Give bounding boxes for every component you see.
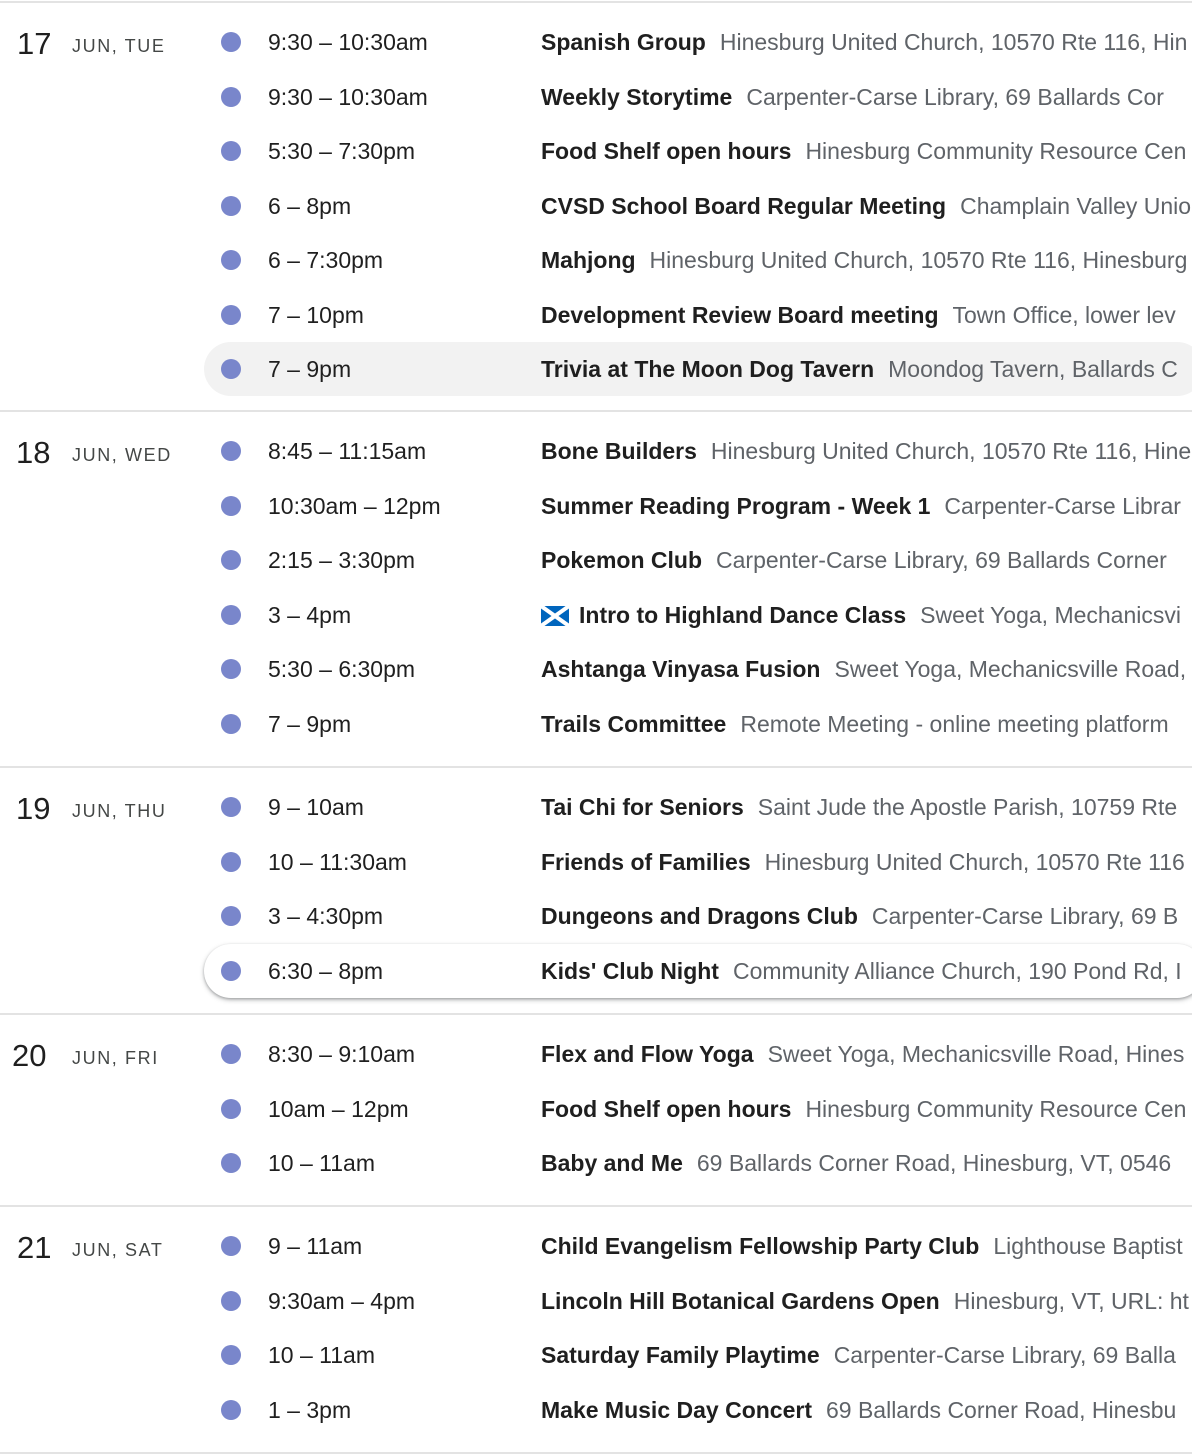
event-info: [541, 479, 1181, 533]
event-info: [541, 70, 1164, 124]
event-title[interactable]: Saturday Family Playtime: [541, 1342, 820, 1368]
event-title[interactable]: Child Evangelism Fellowship Party Club: [541, 1233, 980, 1259]
event-title[interactable]: Kids' Club Night: [541, 957, 719, 984]
event-color-dot: [221, 852, 241, 872]
event-color-dot: [221, 87, 241, 107]
day-label: JUN, SAT: [72, 1240, 164, 1260]
event-row[interactable]: [204, 1219, 1192, 1273]
event-location: Saint Jude the Apostle Parish, 10759 Rte: [757, 794, 1178, 820]
event-time: 6 – 7:30pm: [268, 247, 384, 273]
event-location: Sweet Yoga, Mechanicsvi: [920, 601, 1181, 628]
event-info: [541, 944, 1182, 998]
event-title[interactable]: Friends of Families: [541, 848, 751, 875]
event-location: Hinesburg United Church, 10570 Rte 116: [764, 848, 1185, 875]
event-info: [541, 124, 1186, 178]
event-info: [541, 1027, 1184, 1081]
event-color-dot: [221, 659, 241, 679]
event-color-dot: [221, 32, 241, 52]
event-color-dot: [221, 359, 241, 379]
event-color-dot: [221, 906, 241, 926]
event-color-dot: [221, 441, 241, 461]
event-info: [541, 1082, 1186, 1136]
event-time: 6:30 – 8pm: [268, 957, 384, 984]
event-title[interactable]: Food Shelf open hours: [541, 138, 792, 164]
event-time: 10am – 12pm: [268, 1095, 409, 1122]
event-location: Lighthouse Baptist: [993, 1233, 1183, 1259]
event-time: 8:45 – 11:15am: [268, 438, 427, 464]
event-location: Remote Meeting - online meeting platform: [740, 710, 1169, 737]
event-title[interactable]: Pokemon Club: [541, 547, 703, 573]
event-location: Town Office, lower lev: [952, 301, 1176, 328]
event-time: 3 – 4:30pm: [268, 903, 384, 929]
event-row[interactable]: [204, 1027, 1192, 1081]
event-location: Hinesburg Community Resource Cen: [805, 1095, 1187, 1122]
event-row[interactable]: [204, 479, 1192, 533]
day-label: JUN, THU: [72, 801, 167, 821]
event-title[interactable]: Spanish Group: [541, 29, 706, 55]
event-info: [541, 533, 1167, 587]
event-title[interactable]: Weekly Storytime: [541, 83, 733, 110]
event-info: [541, 342, 1178, 396]
event-color-dot: [221, 1345, 241, 1365]
event-color-dot: [221, 605, 241, 625]
event-title[interactable]: Tai Chi for Seniors: [541, 794, 744, 820]
event-info: [541, 424, 1191, 478]
event-color-dot: [221, 714, 241, 734]
event-color-dot: [221, 1400, 241, 1420]
event-time: 9:30am – 4pm: [268, 1287, 416, 1314]
event-color-dot: [221, 550, 241, 570]
event-color-dot: [221, 196, 241, 216]
event-location: Champlain Valley Unio: [960, 192, 1192, 219]
day-number[interactable]: 21: [17, 1230, 52, 1265]
event-time: 10 – 11am: [268, 1342, 375, 1368]
event-info: [541, 233, 1187, 287]
day-number[interactable]: 17: [17, 26, 52, 61]
event-time: 7 – 9pm: [268, 710, 352, 737]
event-location: Hinesburg, VT, URL: ht: [953, 1287, 1189, 1314]
event-title[interactable]: Summer Reading Program - Week 1: [541, 492, 931, 519]
event-color-dot: [221, 1236, 241, 1256]
event-row[interactable]: [204, 642, 1192, 696]
event-location: Hinesburg United Church, 10570 Rte 116, Hin: [719, 29, 1188, 55]
event-title[interactable]: Make Music Day Concert: [541, 1396, 812, 1423]
event-title[interactable]: Food Shelf open hours: [541, 1095, 792, 1122]
event-row[interactable]: [204, 288, 1192, 342]
event-info: [541, 1219, 1183, 1273]
event-time: 5:30 – 7:30pm: [268, 138, 416, 164]
event-color-dot: [221, 305, 241, 325]
event-time: 9:30 – 10:30am: [268, 29, 428, 55]
event-location: Moondog Tavern, Ballards C: [888, 356, 1178, 382]
day-divider: [0, 766, 1192, 768]
event-row[interactable]: [204, 944, 1192, 998]
day-divider: [0, 1, 1192, 3]
event-title[interactable]: Ashtanga Vinyasa Fusion: [541, 656, 821, 682]
event-color-dot: [221, 1291, 241, 1311]
event-time: 9:30 – 10:30am: [268, 83, 428, 110]
event-row[interactable]: [204, 533, 1192, 587]
event-location: Community Alliance Church, 190 Pond Rd, I: [732, 957, 1182, 984]
event-row[interactable]: [204, 697, 1192, 751]
event-location: Carpenter-Carse Library, 69 B: [871, 903, 1179, 929]
event-row[interactable]: [204, 15, 1192, 69]
event-time: 7 – 10pm: [268, 301, 364, 328]
event-time: 8:30 – 9:10am: [268, 1041, 416, 1067]
event-info: [541, 288, 1176, 342]
event-info: [541, 588, 1181, 645]
event-info: [541, 15, 1187, 69]
event-info: [541, 1328, 1176, 1382]
scotland-flag-icon: [541, 591, 569, 645]
event-time: 2:15 – 3:30pm: [268, 547, 416, 573]
event-row[interactable]: [204, 179, 1192, 233]
event-title[interactable]: Mahjong: [541, 247, 636, 273]
event-title[interactable]: Bone Builders: [541, 438, 697, 464]
event-location: Carpenter-Carse Library, 69 Ballards Cor: [746, 83, 1164, 110]
day-number[interactable]: 18: [16, 435, 51, 470]
event-location: Carpenter-Carse Library, 69 Balla: [833, 1342, 1176, 1368]
event-time: 10 – 11:30am: [268, 848, 407, 875]
event-time: 10:30am – 12pm: [268, 492, 441, 519]
event-info: [541, 835, 1185, 889]
event-title[interactable]: Intro to Highland Dance Class: [579, 601, 907, 628]
event-row[interactable]: [204, 835, 1192, 889]
event-title[interactable]: Trails Committee: [541, 710, 727, 737]
event-info: [541, 1383, 1176, 1437]
event-location: Hinesburg United Church, 10570 Rte 116, Hine: [710, 438, 1192, 464]
day-divider: [0, 1205, 1192, 1207]
event-time: 5:30 – 6:30pm: [268, 656, 416, 682]
event-time: 7 – 9pm: [268, 356, 352, 382]
event-color-dot: [221, 1044, 241, 1064]
event-location: Carpenter-Carse Librar: [944, 492, 1181, 519]
event-info: [541, 889, 1178, 943]
event-time: 1 – 3pm: [268, 1396, 352, 1423]
event-row[interactable]: [204, 342, 1192, 396]
event-info: [541, 697, 1169, 751]
event-row[interactable]: [204, 1136, 1192, 1190]
day-divider: [0, 1452, 1192, 1454]
event-row[interactable]: [204, 1274, 1192, 1328]
event-title[interactable]: Dungeons and Dragons Club: [541, 903, 858, 929]
event-location: Sweet Yoga, Mechanicsville Road,: [834, 656, 1187, 682]
event-row[interactable]: [204, 889, 1192, 943]
day-divider: [0, 410, 1192, 412]
event-row[interactable]: [204, 1328, 1192, 1382]
event-location: Hinesburg United Church, 10570 Rte 116, Hinesburg: [649, 247, 1188, 273]
day-number[interactable]: 20: [12, 1038, 47, 1073]
event-row[interactable]: [204, 588, 1192, 642]
event-row[interactable]: [204, 780, 1192, 834]
event-location: Hinesburg Community Resource Cen: [805, 138, 1187, 164]
event-time: 9 – 10am: [268, 794, 364, 820]
event-color-dot: [221, 1153, 241, 1173]
event-color-dot: [221, 961, 241, 981]
day-divider: [0, 1013, 1192, 1015]
event-time: 6 – 8pm: [268, 192, 352, 219]
day-number[interactable]: 19: [16, 791, 51, 826]
event-title[interactable]: Baby and Me: [541, 1150, 683, 1176]
event-row[interactable]: [204, 1082, 1192, 1136]
event-title[interactable]: Development Review Board meeting: [541, 301, 939, 328]
event-info: [541, 1274, 1189, 1328]
event-time: 3 – 4pm: [268, 601, 352, 628]
event-location: Carpenter-Carse Library, 69 Ballards Corner: [716, 547, 1167, 573]
event-location: Sweet Yoga, Mechanicsville Road, Hines: [767, 1041, 1185, 1067]
day-label: JUN, WED: [72, 445, 172, 465]
event-info: [541, 1136, 1171, 1190]
event-info: [541, 642, 1186, 696]
event-row[interactable]: [204, 424, 1192, 478]
event-color-dot: [221, 496, 241, 516]
event-color-dot: [221, 250, 241, 270]
day-label: JUN, TUE: [72, 36, 166, 56]
event-time: 9 – 11am: [268, 1233, 363, 1259]
event-row[interactable]: [204, 70, 1192, 124]
event-info: [541, 780, 1177, 834]
event-time: 10 – 11am: [268, 1150, 375, 1176]
event-title[interactable]: Trivia at The Moon Dog Tavern: [541, 356, 875, 382]
event-location: 69 Ballards Corner Road, Hinesburg, VT, 0546: [696, 1150, 1172, 1176]
event-title[interactable]: CVSD School Board Regular Meeting: [541, 192, 947, 219]
event-location: 69 Ballards Corner Road, Hinesbu: [825, 1396, 1177, 1423]
day-label: JUN, FRI: [72, 1048, 159, 1068]
event-row[interactable]: [204, 1383, 1192, 1437]
event-info: [541, 179, 1191, 233]
event-title[interactable]: Flex and Flow Yoga: [541, 1041, 754, 1067]
event-color-dot: [221, 1099, 241, 1119]
event-color-dot: [221, 141, 241, 161]
event-title[interactable]: Lincoln Hill Botanical Gardens Open: [541, 1287, 940, 1314]
event-row[interactable]: [204, 233, 1192, 287]
event-row[interactable]: [204, 124, 1192, 178]
event-color-dot: [221, 797, 241, 817]
